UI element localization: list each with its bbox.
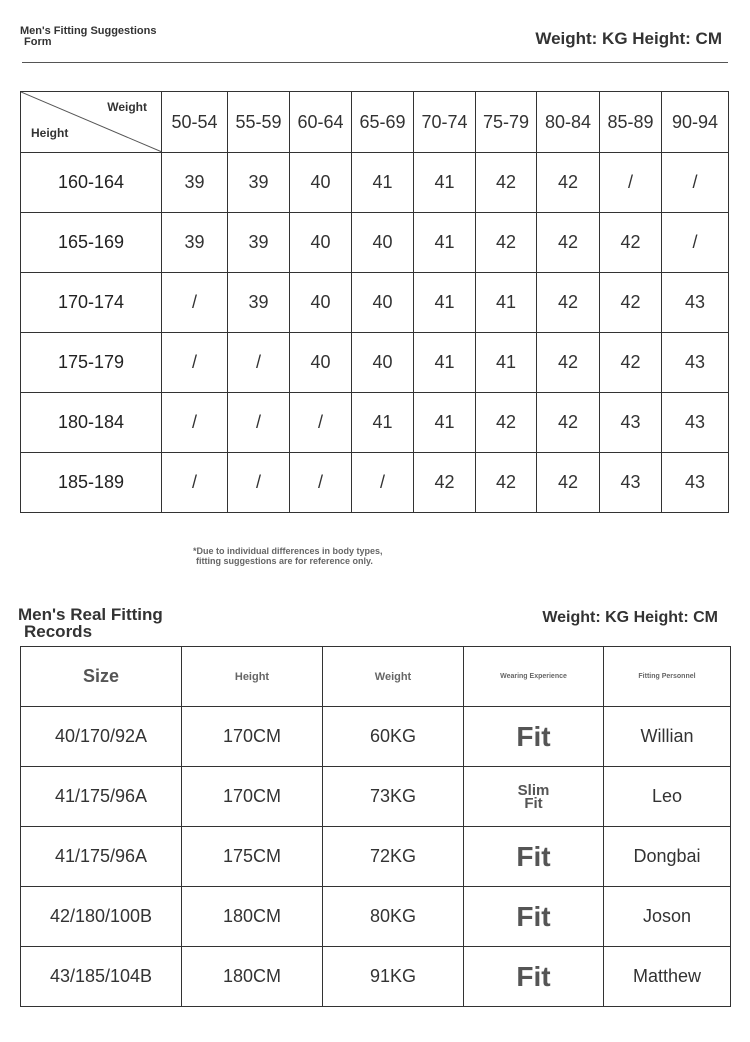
note-line2: fitting suggestions are for reference only. <box>196 556 373 566</box>
experience-line2: Fit <box>524 794 543 812</box>
record-height: 180CM <box>182 887 323 947</box>
size-cell: 42 <box>476 153 537 213</box>
size-cell: / <box>228 453 290 513</box>
size-cell: 42 <box>600 273 662 333</box>
header-weight: Weight <box>323 647 464 707</box>
experience-line1: Slim <box>517 781 550 799</box>
size-cell: 43 <box>600 393 662 453</box>
weight-range-header: 70-74 <box>414 92 476 153</box>
size-cell: 41 <box>414 153 476 213</box>
size-cell: / <box>290 453 352 513</box>
size-cell: 42 <box>476 393 537 453</box>
size-cell: 41 <box>414 333 476 393</box>
size-cell: 40 <box>290 153 352 213</box>
sizing-title-line1: Men's Fitting Suggestions <box>20 25 157 37</box>
record-person: Willian <box>604 707 731 767</box>
record-experience <box>464 767 604 827</box>
size-cell: 39 <box>228 213 290 273</box>
record-row <box>21 767 731 827</box>
size-cell: 39 <box>162 153 228 213</box>
record-height: 170CM <box>182 767 323 827</box>
sizing-title-line2: Form <box>24 36 52 48</box>
header-height: Height <box>182 647 323 707</box>
size-cell: 42 <box>600 333 662 393</box>
record-size: 43/185/104B <box>21 947 182 1007</box>
weight-range-header: 60-64 <box>290 92 352 153</box>
record-person: Leo <box>604 767 731 827</box>
size-cell: / <box>162 273 228 333</box>
fitting-records-table <box>20 646 731 1007</box>
record-experience: Fit <box>464 947 604 1007</box>
record-row <box>21 887 731 947</box>
height-range-label: 185-189 <box>21 453 162 513</box>
size-cell: 42 <box>537 453 600 513</box>
weight-range-header: 75-79 <box>476 92 537 153</box>
record-row <box>21 707 731 767</box>
size-cell: 42 <box>414 453 476 513</box>
size-cell: 43 <box>600 453 662 513</box>
size-cell: / <box>352 453 414 513</box>
size-cell: / <box>228 393 290 453</box>
height-range-label: 180-184 <box>21 393 162 453</box>
size-cell: 43 <box>662 393 729 453</box>
size-cell: 41 <box>414 273 476 333</box>
header-size: Size <box>21 647 182 707</box>
record-height: 175CM <box>182 827 323 887</box>
record-person: Dongbai <box>604 827 731 887</box>
record-weight: 72KG <box>323 827 464 887</box>
record-weight: 80KG <box>323 887 464 947</box>
record-size: 40/170/92A <box>21 707 182 767</box>
record-experience: Fit <box>464 707 604 767</box>
height-range-label: 170-174 <box>21 273 162 333</box>
size-cell: / <box>662 213 729 273</box>
size-cell: 43 <box>662 453 729 513</box>
size-suggestion-table <box>20 91 729 513</box>
record-experience: Fit <box>464 887 604 947</box>
weight-range-header: 80-84 <box>537 92 600 153</box>
table-row <box>21 393 729 453</box>
size-cell: / <box>600 153 662 213</box>
corner-weight-label: Weight <box>107 100 147 114</box>
record-weight: 91KG <box>323 947 464 1007</box>
size-cell: 43 <box>662 333 729 393</box>
size-cell: 42 <box>600 213 662 273</box>
weight-range-header: 55-59 <box>228 92 290 153</box>
size-cell: 42 <box>537 393 600 453</box>
records-title-line1: Men's Real Fitting <box>18 605 163 624</box>
size-cell: 42 <box>537 153 600 213</box>
weight-range-header: 65-69 <box>352 92 414 153</box>
weight-range-header: 85-89 <box>600 92 662 153</box>
size-cell: 41 <box>476 333 537 393</box>
divider <box>22 62 728 63</box>
record-weight: 60KG <box>323 707 464 767</box>
size-cell: 41 <box>352 393 414 453</box>
corner-height-label: Height <box>31 126 69 140</box>
size-cell: 42 <box>476 453 537 513</box>
sizing-units: Weight: KG Height: CM <box>535 29 722 48</box>
record-row <box>21 827 731 887</box>
record-row <box>21 947 731 1007</box>
record-height: 180CM <box>182 947 323 1007</box>
record-size: 41/175/96A <box>21 767 182 827</box>
record-experience: Fit <box>464 827 604 887</box>
table-row <box>21 213 729 273</box>
size-cell: / <box>162 393 228 453</box>
corner-cell <box>21 92 162 153</box>
size-cell: 39 <box>228 273 290 333</box>
size-cell: 41 <box>352 153 414 213</box>
disclaimer-note <box>193 546 383 566</box>
size-cell: 40 <box>290 213 352 273</box>
size-cell: / <box>162 333 228 393</box>
size-cell: 42 <box>537 333 600 393</box>
size-cell: 40 <box>352 333 414 393</box>
size-cell: 42 <box>537 273 600 333</box>
records-header-row <box>21 647 731 707</box>
table-header-row <box>21 92 729 153</box>
size-cell: 40 <box>352 273 414 333</box>
size-cell: / <box>290 393 352 453</box>
record-person: Matthew <box>604 947 731 1007</box>
size-cell: 40 <box>290 333 352 393</box>
size-cell: / <box>228 333 290 393</box>
table-row <box>21 153 729 213</box>
header-personnel: Fitting Personnel <box>604 647 731 707</box>
records-units: Weight: KG Height: CM <box>542 609 718 626</box>
size-cell: 41 <box>414 213 476 273</box>
size-cell: 41 <box>414 393 476 453</box>
size-cell: 39 <box>228 153 290 213</box>
size-cell: 42 <box>476 213 537 273</box>
size-cell: 39 <box>162 213 228 273</box>
record-size: 41/175/96A <box>21 827 182 887</box>
record-person: Joson <box>604 887 731 947</box>
weight-range-header: 50-54 <box>162 92 228 153</box>
size-cell: 40 <box>290 273 352 333</box>
height-range-label: 165-169 <box>21 213 162 273</box>
records-title-line2: Records <box>24 622 93 641</box>
record-weight: 73KG <box>323 767 464 827</box>
size-cell: 43 <box>662 273 729 333</box>
size-cell: / <box>662 153 729 213</box>
table-row <box>21 273 729 333</box>
size-cell: 40 <box>352 213 414 273</box>
record-size: 42/180/100B <box>21 887 182 947</box>
size-cell: / <box>162 453 228 513</box>
size-cell: 42 <box>537 213 600 273</box>
note-line1: *Due to individual differences in body types, <box>193 546 383 556</box>
header-experience: Wearing Experience <box>464 647 604 707</box>
table-row <box>21 333 729 393</box>
record-height: 170CM <box>182 707 323 767</box>
weight-range-header: 90-94 <box>662 92 729 153</box>
sizing-title <box>20 26 156 48</box>
height-range-label: 160-164 <box>21 153 162 213</box>
records-title <box>18 606 163 640</box>
table-row <box>21 453 729 513</box>
height-range-label: 175-179 <box>21 333 162 393</box>
size-cell: 41 <box>476 273 537 333</box>
